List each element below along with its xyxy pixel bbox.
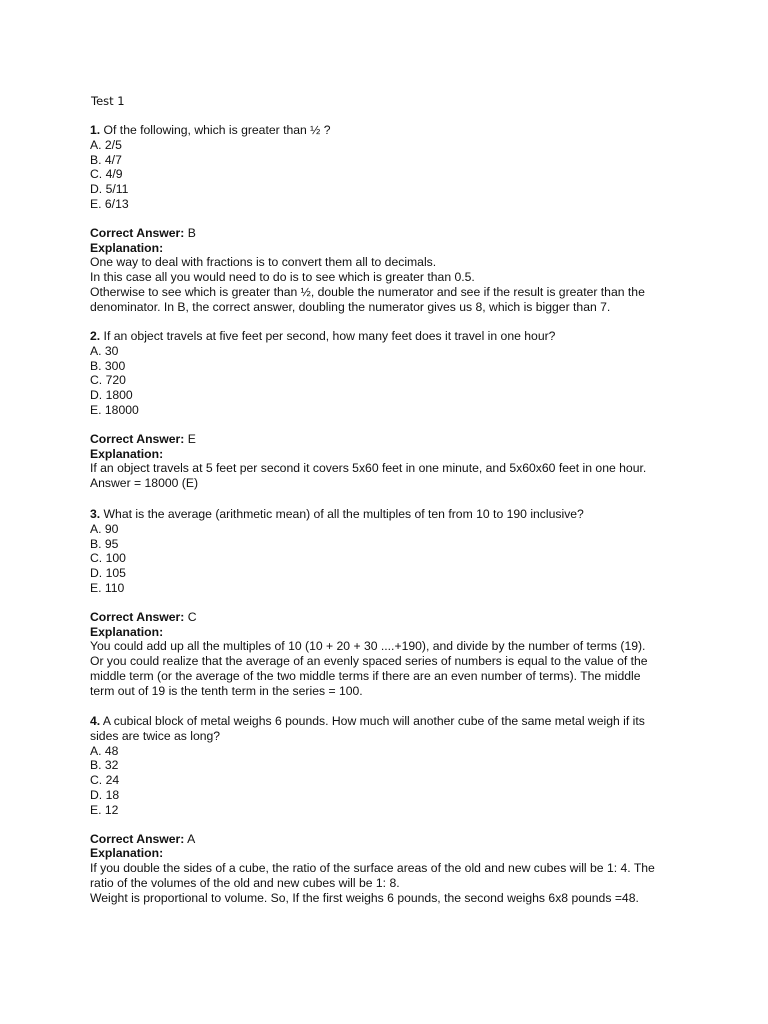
explanation-label: Explanation: — [90, 240, 164, 255]
option-c: C. 720 — [90, 373, 126, 388]
question-2 — [90, 329, 690, 491]
correct-answer-value: A — [184, 831, 196, 846]
option-a: A. 90 — [90, 521, 119, 536]
explanation-line: ratio of the volumes of the old and new cubes will be 1: 8. — [90, 875, 400, 890]
option-a: A. 30 — [90, 343, 119, 358]
explanation-line: If you double the sides of a cube, the ratio of the surface areas of the old and new cubes will be 1: 4. The — [90, 861, 655, 876]
correct-answer-value: C — [184, 609, 197, 624]
question-stem — [90, 507, 690, 522]
correct-answer — [90, 226, 690, 241]
explanation-line: You could add up all the multiples of 10 (10 + 20 + 30 ....+190), and divide by the number of terms (19). — [90, 639, 646, 654]
question-number: 4. — [90, 714, 101, 728]
explanation-label: Explanation: — [90, 624, 164, 639]
explanation-line: If an object travels at 5 feet per second it covers 5x60 feet in one minute, and 5x60x60 feet in one hour. — [90, 461, 647, 476]
explanation-line: One way to deal with fractions is to convert them all to decimals. — [90, 255, 437, 270]
option-e: E. 6/13 — [90, 196, 129, 211]
question-number: 1. — [90, 123, 101, 137]
explanation-line: denominator. In B, the correct answer, doubling the numerator gives us 8, which is bigger than 7. — [90, 299, 611, 314]
correct-answer — [90, 610, 690, 625]
question-text: Of the following, which is greater than ½ ? — [100, 123, 331, 137]
explanation-line: term out of 19 is the tenth term in the series = 100. — [90, 683, 363, 698]
option-b: B. 95 — [90, 536, 119, 551]
question-text: If an object travels at five feet per second, how many feet does it travel in one hour? — [100, 329, 556, 343]
option-a: A. 2/5 — [90, 137, 122, 152]
option-e: E. 18000 — [90, 402, 139, 417]
question-stem — [90, 123, 690, 138]
option-c: C. 24 — [90, 773, 120, 788]
explanation-line: Or you could realize that the average of an evenly spaced series of numbers is equal to the value of the — [90, 654, 648, 669]
question-stem — [90, 714, 690, 729]
question-4 — [90, 714, 690, 906]
option-a: A. 48 — [90, 743, 119, 758]
option-c: C. 100 — [90, 551, 126, 566]
correct-answer-label: Correct Answer: — [90, 831, 185, 846]
correct-answer-value: E — [184, 431, 196, 446]
option-d: D. 18 — [90, 787, 120, 802]
correct-answer — [90, 832, 690, 847]
explanation-line: Answer = 18000 (E) — [90, 476, 199, 491]
question-stem — [90, 329, 690, 344]
option-b: B. 32 — [90, 758, 119, 773]
option-d: D. 5/11 — [90, 182, 129, 197]
question-number: 3. — [90, 507, 101, 521]
question-text: What is the average (arithmetic mean) of all the multiples of ten from 10 to 190 inclusive? — [100, 507, 584, 521]
correct-answer-label: Correct Answer: — [90, 225, 185, 240]
explanation-line: In this case all you would need to do is to see which is greater than 0.5. — [90, 270, 475, 285]
explanation-line: middle term (or the average of the two middle terms if there are an even number of terms). The middle — [90, 668, 641, 683]
explanation-line: Weight is proportional to volume. So, If the first weighs 6 pounds, the second weighs 6x8 pounds =48. — [90, 890, 639, 905]
option-b: B. 4/7 — [90, 152, 122, 167]
option-b: B. 300 — [90, 358, 126, 373]
question-text-continued: sides are twice as long? — [90, 728, 221, 743]
question-1 — [90, 123, 690, 315]
option-e: E. 110 — [90, 580, 125, 595]
option-e: E. 12 — [90, 802, 119, 817]
explanation-label: Explanation: — [90, 846, 164, 861]
correct-answer — [90, 432, 690, 447]
question-number: 2. — [90, 329, 101, 343]
correct-answer-label: Correct Answer: — [90, 431, 185, 446]
explanation-line: Otherwise to see which is greater than ½, double the numerator and see if the result is greater than the — [90, 284, 645, 299]
explanation-label: Explanation: — [90, 446, 164, 461]
option-d: D. 105 — [90, 566, 126, 581]
correct-answer-label: Correct Answer: — [90, 609, 185, 624]
correct-answer-value: B — [184, 225, 196, 240]
question-3 — [90, 507, 690, 699]
option-c: C. 4/9 — [90, 167, 123, 182]
option-d: D. 1800 — [90, 388, 133, 403]
document-title: Test 1 — [91, 94, 125, 108]
question-text: A cubical block of metal weighs 6 pounds. How much will another cube of the same metal weigh if its — [100, 714, 645, 728]
